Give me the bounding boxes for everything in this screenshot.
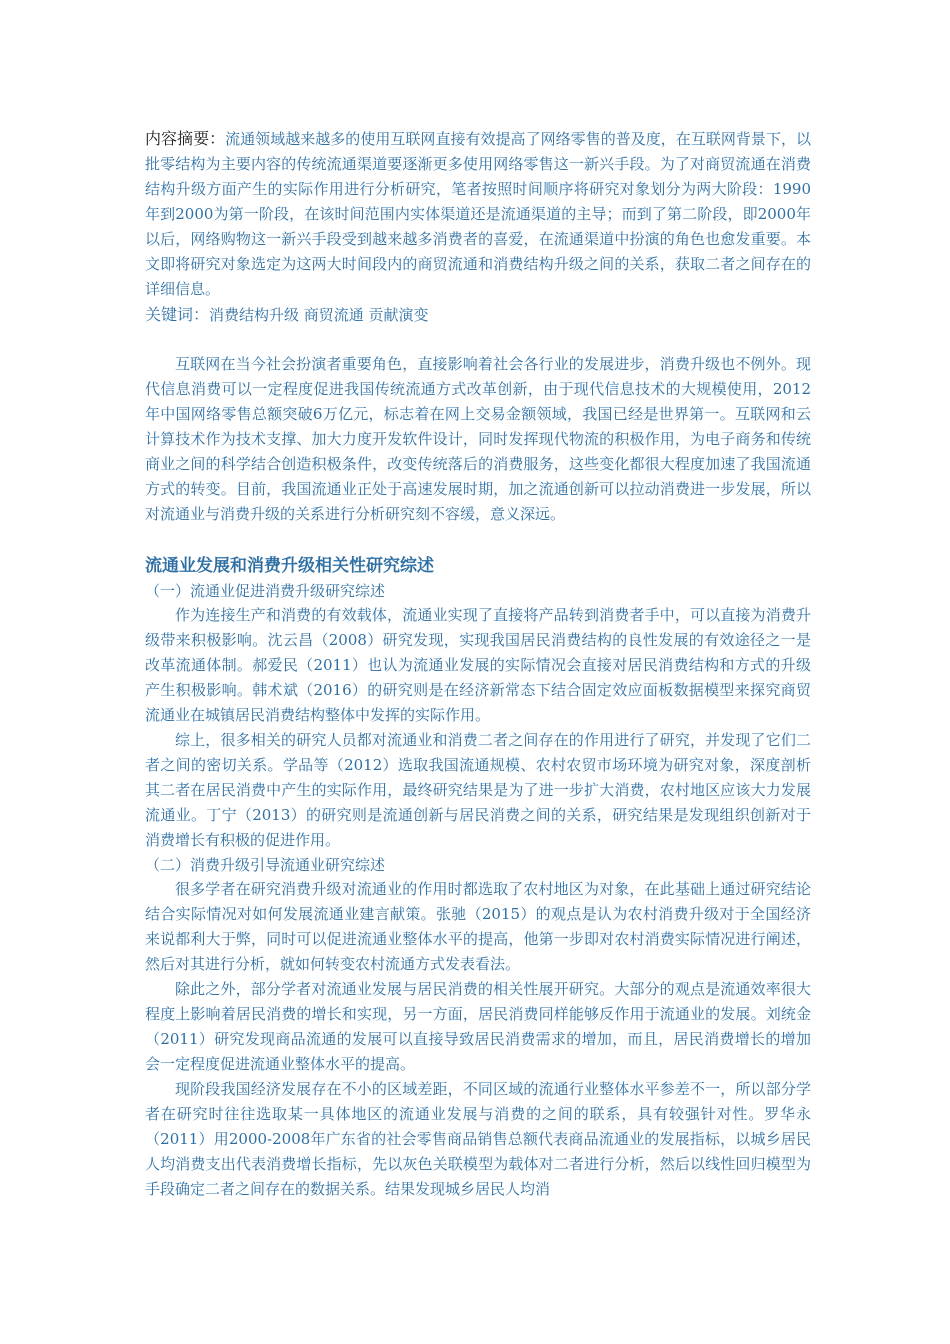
document-page <box>145 126 811 1202</box>
keywords-line <box>145 302 811 328</box>
subsection-title-2: （二）消费升级引导流通业研究综述 <box>145 856 386 874</box>
abstract-text: 流通领域越来越多的使用互联网直接有效提高了网络零售的普及度，在互联网背景下，以批零结构为主要内容的传统流通渠道要逐渐更多使用网络零售这一新兴手段。为了对商贸流通在消费结构升级方面产生的实际作用进行分析研究，笔者按照时间顺序将研究对象划分为两大阶段：1990年到2000为第一阶段，在该时间范围内实体渠道还是流通渠道的主导；而到了第二阶段，即2000年以后，网络购物这一新兴手段受到越来越多消费者的喜爱，在流通渠道中扮演的角色也愈发重要。本文即将研究对象选定为这两大时间段内的商贸流通和消费结构升级之间的关系，获取二者之间存在的详细信息。 <box>145 130 811 298</box>
body-paragraph: 现阶段我国经济发展存在不小的区域差距，不同区域的流通行业整体水平参差不一，所以部分学者在研究时往往选取某一具体地区的流通业发展与消费的之间的联系，具有较强针对性。罗华永（2011）用2000-2008年广东省的社会零售商品销售总额代表商品流通业的发展指标，以城乡居民人均消费支出代表消费增长指标，先以灰色关联模型为载体对二者进行分析，然后以线性回归模型为手段确定二者之间存在的数据关系。结果发现城乡居民人均消 <box>145 1080 811 1198</box>
abstract-paragraph <box>145 126 811 302</box>
intro-paragraph: 互联网在当今社会扮演者重要角色，直接影响着社会各行业的发展进步，消费升级也不例外。现代信息消费可以一定程度促进我国传统流通方式改革创新，由于现代信息技术的大规模使用，2012年中国网络零售总额突破6万亿元，标志着在网上交易金额领域，我国已经是世界第一。互联网和云计算技术作为技术支撑、加大力度开发软件设计，同时发挥现代物流的积极作用，为电子商务和传统商业之间的科学结合创造积极条件，改变传统落后的消费服务，这些变化都很大程度加速了我国流通方式的转变。目前，我国流通业正处于高速发展时期，加之流通创新可以拉动消费进一步发展，所以对流通业与消费升级的关系进行分析研究刻不容缓，意义深远。 <box>145 355 811 523</box>
keywords-text: 消费结构升级 商贸流通 贡献演变 <box>209 306 429 324</box>
abstract-label: 内容摘要： <box>145 129 226 148</box>
body-paragraph: 很多学者在研究消费升级对流通业的作用时都选取了农村地区为对象，在此基础上通过研究结论结合实际情况对如何发展流通业建言献策。张驰（2015）的观点是认为农村消费升级对于全国经济来说都利大于弊，同时可以促进流通业整体水平的提高，他第一步即对农村消费实际情况进行阐述，然后对其进行分析，就如何转变农村流通方式发表看法。 <box>145 880 811 973</box>
body-paragraph: 作为连接生产和消费的有效载体，流通业实现了直接将产品转到消费者手中，可以直接为消费升级带来积极影响。沈云昌（2008）研究发现，实现我国居民消费结构的良性发展的有效途径之一是改革流通体制。郝爱民（2011）也认为流通业发展的实际情况会直接对居民消费结构和方式的升级产生积极影响。韩术斌（2016）的研究则是在经济新常态下结合固定效应面板数据模型来探究商贸流通业在城镇居民消费结构整体中发挥的实际作用。 <box>145 606 811 724</box>
subsection-title-1: （一）流通业促进消费升级研究综述 <box>145 582 386 600</box>
keywords-label: 关键词： <box>145 305 210 324</box>
body-paragraph: 综上，很多相关的研究人员都对流通业和消费二者之间存在的作用进行了研究，并发现了它们二者之间的密切关系。学品等（2012）选取我国流通规模、农村农贸市场环境为研究对象，深度剖析其二者在居民消费中产生的实际作用，最终研究结果是为了进一步扩大消费，农村地区应该大力发展流通业。丁宁（2013）的研究则是流通创新与居民消费之间的关系，研究结果是发现组织创新对于消费增长有积极的促进作用。 <box>145 731 811 849</box>
section-title: 流通业发展和消费升级相关性研究综述 <box>145 556 434 576</box>
body-paragraph: 除此之外，部分学者对流通业发展与居民消费的相关性展开研究。大部分的观点是流通效率很大程度上影响着居民消费的增长和实现，另一方面，居民消费同样能够反作用于流通业的发展。刘统金（2011）研究发现商品流通的发展可以直接导致居民消费需求的增加，而且，居民消费增长的增加会一定程度促进流通业整体水平的提高。 <box>145 980 811 1073</box>
